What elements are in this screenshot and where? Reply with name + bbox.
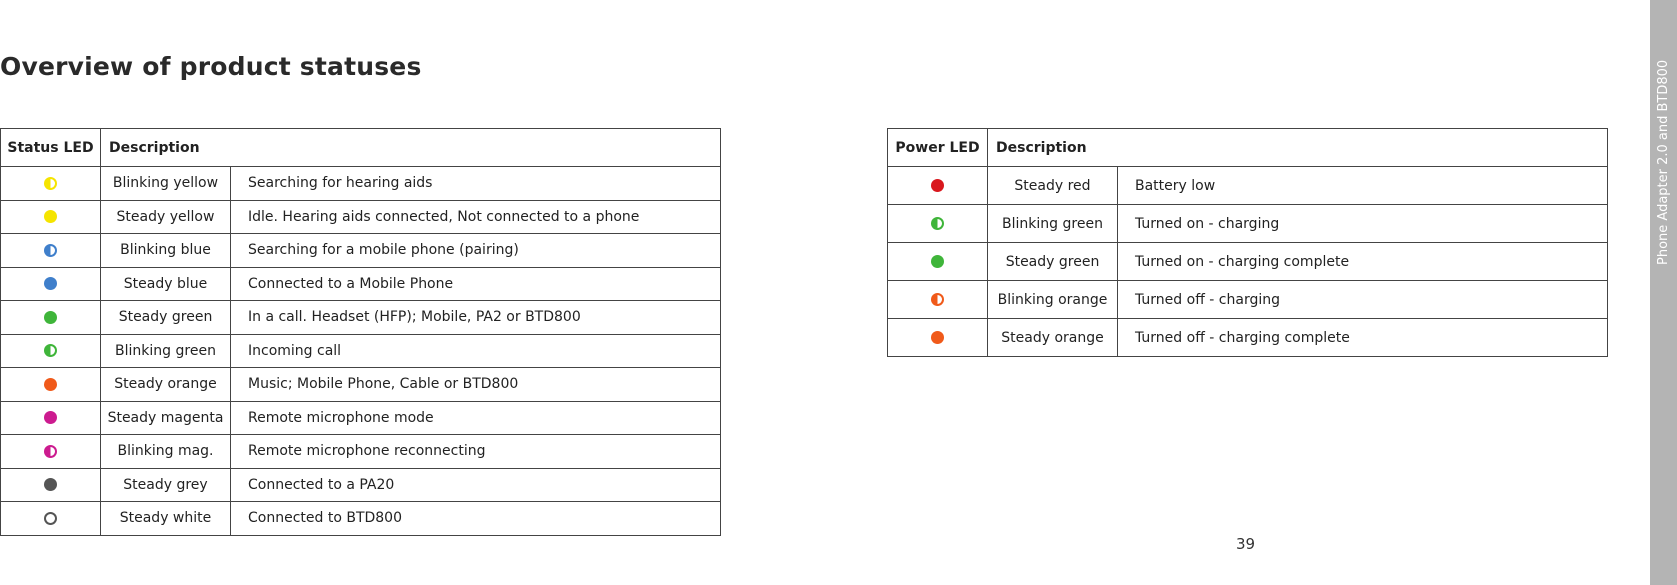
led-state-description: Music; Mobile Phone, Cable or BTD800 — [231, 368, 721, 402]
table-row — [1, 200, 721, 234]
led-cell — [1, 368, 101, 402]
led-state-name: Steady yellow — [101, 200, 231, 234]
table-row — [1, 435, 721, 469]
led-cell — [1, 435, 101, 469]
column-header-status-led: Status LED — [1, 129, 101, 167]
led-cell — [1, 267, 101, 301]
half-dot-icon — [44, 177, 57, 190]
table-row — [888, 167, 1608, 205]
power-table-body — [888, 167, 1608, 357]
led-state-name: Steady green — [988, 243, 1118, 281]
led-state-name: Steady blue — [101, 267, 231, 301]
led-state-name: Steady orange — [101, 368, 231, 402]
page-title: Overview of product statuses — [0, 52, 422, 81]
led-state-description: Idle. Hearing aids connected, Not connected to a phone — [231, 200, 721, 234]
led-state-name: Steady grey — [101, 468, 231, 502]
dot-icon — [44, 311, 57, 324]
led-cell — [1, 301, 101, 335]
status-led-table — [0, 128, 721, 536]
led-state-name: Steady magenta — [101, 401, 231, 435]
led-state-description: Turned on - charging — [1118, 205, 1608, 243]
dot-icon — [931, 331, 944, 344]
table-row — [888, 205, 1608, 243]
led-state-description: Incoming call — [231, 334, 721, 368]
led-cell — [888, 167, 988, 205]
half-dot-icon — [44, 244, 57, 257]
led-state-name: Blinking blue — [101, 234, 231, 268]
led-cell — [1, 468, 101, 502]
half-dot-icon — [931, 293, 944, 306]
table-row — [1, 301, 721, 335]
table-row — [1, 368, 721, 402]
half-dot-icon — [44, 445, 57, 458]
table-row — [1, 334, 721, 368]
ring-icon — [44, 512, 57, 525]
half-dot-icon — [931, 217, 944, 230]
led-cell — [888, 281, 988, 319]
column-header-description: Description — [101, 129, 721, 167]
led-state-name: Steady red — [988, 167, 1118, 205]
led-cell — [1, 502, 101, 536]
led-state-description: Searching for a mobile phone (pairing) — [231, 234, 721, 268]
dot-icon — [44, 478, 57, 491]
led-state-description: Turned off - charging complete — [1118, 319, 1608, 357]
page-number: 39 — [1236, 535, 1256, 553]
led-cell — [888, 243, 988, 281]
led-state-description: Connected to BTD800 — [231, 502, 721, 536]
led-cell — [1, 200, 101, 234]
column-header-power-led: Power LED — [888, 129, 988, 167]
table-row — [888, 281, 1608, 319]
led-state-description: Remote microphone mode — [231, 401, 721, 435]
column-header-description: Description — [988, 129, 1608, 167]
led-cell — [1, 401, 101, 435]
led-state-name: Steady green — [101, 301, 231, 335]
dot-icon — [931, 179, 944, 192]
led-state-name: Blinking mag. — [101, 435, 231, 469]
led-state-name: Blinking yellow — [101, 167, 231, 201]
dot-icon — [44, 277, 57, 290]
status-table-body — [1, 167, 721, 536]
led-state-description: Battery low — [1118, 167, 1608, 205]
led-state-name: Steady white — [101, 502, 231, 536]
led-state-name: Blinking green — [101, 334, 231, 368]
dot-icon — [44, 378, 57, 391]
led-state-description: Searching for hearing aids — [231, 167, 721, 201]
led-state-name: Blinking orange — [988, 281, 1118, 319]
led-state-description: Connected to a Mobile Phone — [231, 267, 721, 301]
table-header-row — [888, 129, 1608, 167]
table-row — [1, 234, 721, 268]
table-row — [1, 502, 721, 536]
side-tab-label: Phone Adapter 2.0 and BTD800 — [1656, 59, 1671, 265]
table-row — [1, 401, 721, 435]
dot-icon — [44, 411, 57, 424]
led-cell — [1, 334, 101, 368]
table-row — [1, 167, 721, 201]
led-state-name: Steady orange — [988, 319, 1118, 357]
led-state-description: Connected to a PA20 — [231, 468, 721, 502]
led-cell — [888, 205, 988, 243]
table-header-row — [1, 129, 721, 167]
led-state-description: Turned on - charging complete — [1118, 243, 1608, 281]
power-led-table — [887, 128, 1608, 357]
led-state-description: Remote microphone reconnecting — [231, 435, 721, 469]
led-state-description: In a call. Headset (HFP); Mobile, PA2 or BTD800 — [231, 301, 721, 335]
dot-icon — [931, 255, 944, 268]
table-row — [888, 319, 1608, 357]
led-state-description: Turned off - charging — [1118, 281, 1608, 319]
table-row — [1, 267, 721, 301]
led-state-name: Blinking green — [988, 205, 1118, 243]
led-cell — [1, 167, 101, 201]
table-row — [1, 468, 721, 502]
led-cell — [888, 319, 988, 357]
half-dot-icon — [44, 344, 57, 357]
table-row — [888, 243, 1608, 281]
led-cell — [1, 234, 101, 268]
dot-icon — [44, 210, 57, 223]
